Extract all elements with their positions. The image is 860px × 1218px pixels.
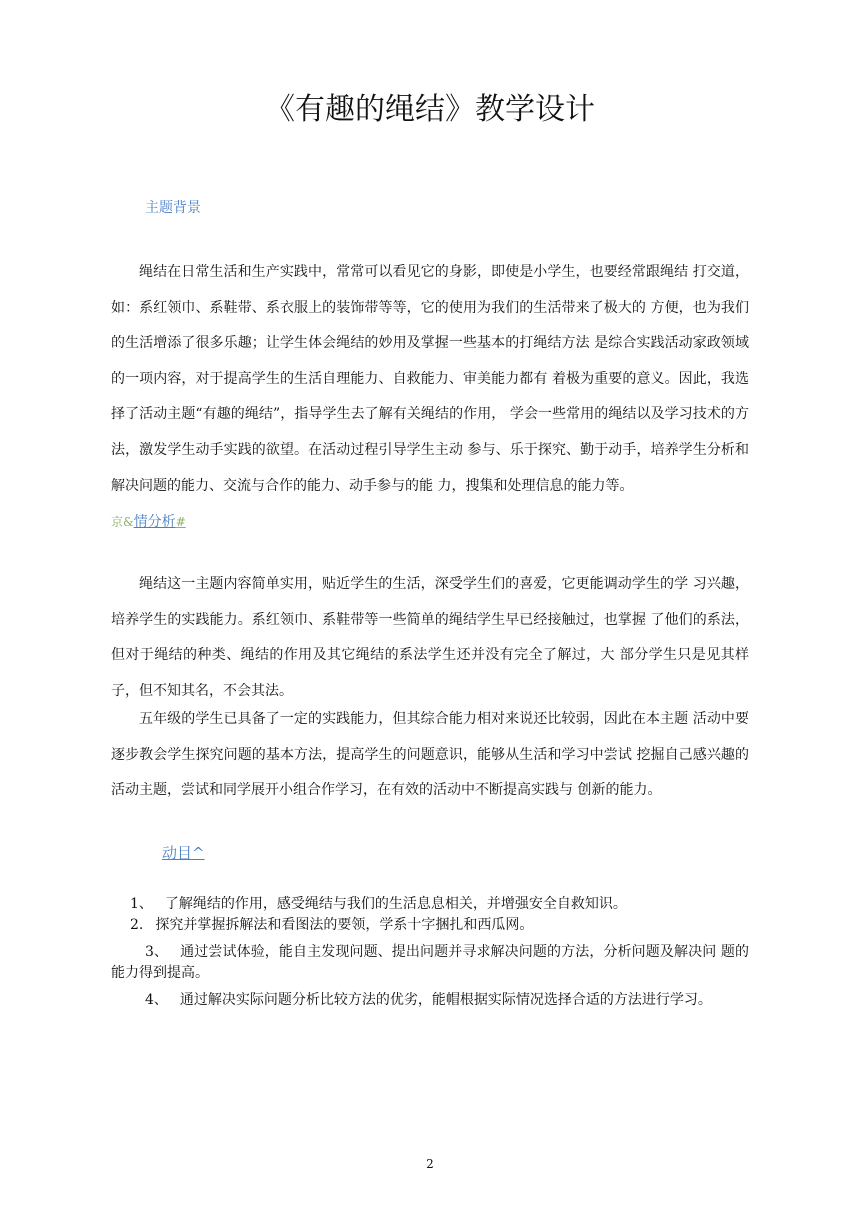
section-heading-analysis (111, 512, 186, 532)
analysis-paragraph-1: 绳结这一主题内容简单实用，贴近学生的生活，深受学生们的喜爱，它更能调动学生的学 习兴趣，培养学生的实践能力。系红领巾、系鞋带等一些简单的绳结学生早已经接触过，也掌握 了他们的系法，但对于绳结的种类、绳结的作用及其它绳结的系法学生还并没有完全了解过，大 部分学生只是见其样子，但不知其名，不会其法。 (111, 576, 749, 699)
background-paragraph: 绳结在日常生活和生产实践中，常常可以看见它的身影，即使是小学生，也要经常跟绳结 打交道，如：系红领巾、系鞋带、系衣服上的装饰带等等，它的使用为我们的生活带来了极大的 方便，也为我们的生活增添了很多乐趣；让学生体会绳结的妙用及掌握一些基本的打绳结方法 是综合实践活动家政领域的一项内容，对于提高学生的生活自理能力、自救能力、审美能力都有 着极为重要的意义。因此，我选择了活动主题“有趣的绳结”，指导学生去了解有关绳结的作用， 学会一些常用的绳结以及学习技术的方法，激发学生动手实践的欲望。在活动过程引导学生主动 参与、乐于探究、勤于动手，培养学生分析和解决问题的能力、交流与合作的能力、动手参与的能 力，搜集和处理信息的能力等。 (111, 264, 749, 494)
goal-number: 3、 (145, 944, 169, 960)
document-title: 《有趣的绳结》教学设计 (265, 92, 595, 127)
goal-item-2 (130, 915, 533, 936)
goal-text: 了解绳结的作用，感受绳结与我们的生活息息相关，并增强安全自救知识。 (164, 896, 627, 912)
goal-item-3 (111, 942, 749, 984)
goal-number: 1、 (130, 896, 153, 912)
analysis-heading-suffix: # (175, 515, 186, 529)
goal-item-4 (145, 990, 712, 1011)
analysis-heading-main: 情分析 (133, 514, 176, 530)
section-heading-background: 主题背景 (145, 200, 201, 216)
section-heading-goals: 动目^ (162, 844, 205, 862)
goal-number: 4、 (145, 992, 168, 1008)
analysis-heading-prefix: 京& (111, 515, 134, 529)
goal-item-1 (130, 894, 627, 915)
goal-text: 通过解决实际问题分析比较方法的优劣，能帽根据实际情况选择合适的方法进行学习。 (179, 992, 712, 1008)
goal-number: 2. (130, 917, 144, 933)
goal-text: 通过尝试体验，能自主发现问题、提出问题并寻求解决问题的方法，分析问题及解决问 题的能力得到提高。 (111, 944, 749, 981)
analysis-paragraph-2: 五年级的学生已具备了一定的实践能力，但其综合能力相对来说还比较弱，因此在本主题 活动中要逐步教会学生探究问题的基本方法，提高学生的问题意识，能够从生活和学习中尝试 挖掘自己感兴趣的活动主题，尝试和同学展开小组合作学习，在有效的活动中不断提高实践与 创新的能力。 (111, 711, 749, 799)
page-number: 2 (426, 1157, 434, 1171)
goal-text: 探究并掌握拆解法和看图法的要领，学系十字捆扎和西瓜网。 (155, 917, 534, 933)
